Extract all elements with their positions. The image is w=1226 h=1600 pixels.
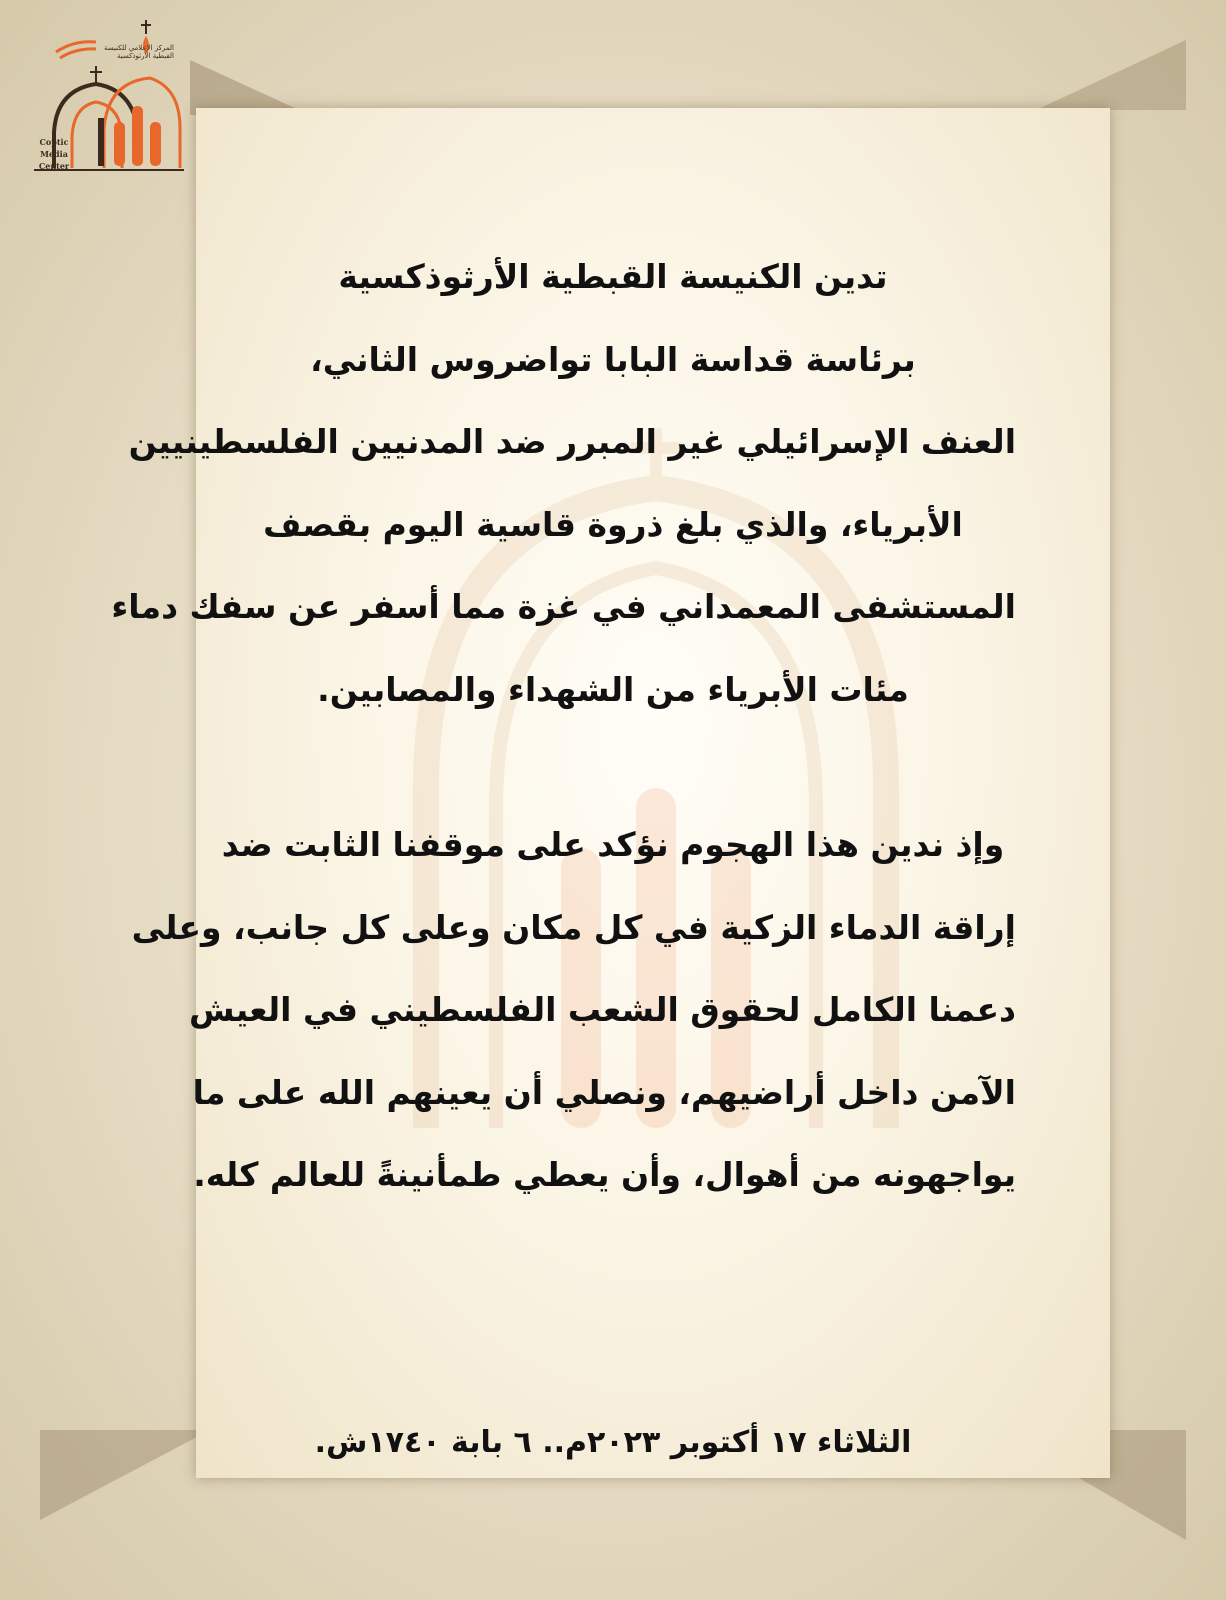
statement-paragraph-1 — [111, 236, 1016, 731]
statement-paragraph-2 — [131, 804, 1016, 1217]
coptic-media-center-logo — [34, 18, 184, 178]
logo-english-line: Media — [40, 149, 68, 159]
logo-english-text — [36, 136, 72, 172]
statement-line: المستشفى المعمداني في غزة مما أسفر عن سفك دماء — [111, 587, 1016, 626]
logo-english-line: Center — [38, 161, 70, 171]
corner-shadow-top-right — [1036, 40, 1186, 110]
statement-line: دعمنا الكامل لحقوق الشعب الفلسطيني في العيش — [189, 990, 1016, 1029]
statement-line: برئاسة قداسة البابا تواضروس الثاني، — [310, 339, 916, 379]
statement-line: العنف الإسرائيلي غير المبرر ضد المدنيين الفلسطينيين — [128, 422, 1016, 461]
statement-line: إراقة الدماء الزكية في كل مكان وعلى كل جانب، وعلى — [131, 907, 1016, 947]
statement-line: تدين الكنيسة القبطية الأرثوذكسية — [338, 257, 888, 296]
statement-line: وإذ ندين هذا الهجوم نؤكد على موقفنا الثابت ضد — [221, 825, 1005, 864]
corner-shadow-top-left — [190, 60, 310, 115]
logo-arabic-text: المركز الإعلامي للكنيسة القبطية الأرثوذكسية — [103, 44, 174, 60]
statement-line: الأبرياء، والذي بلغ ذروة قاسية اليوم بقصف — [263, 504, 963, 544]
statement-line: يواجهونه من أهوال، وأن يعطي طمأنينةً للعالم كله. — [193, 1155, 1016, 1194]
statement-line: مئات الأبرياء من الشهداء والمصابين. — [317, 669, 909, 709]
statement-date: الثلاثاء ١٧ أكتوبر ٢٠٢٣م.. ٦ بابة ١٧٤٠ش. — [314, 1425, 912, 1460]
statement-line: الآمن داخل أراضيهم، ونصلي أن يعينهم الله على ما — [192, 1072, 1016, 1112]
logo-english-line: Coptic — [39, 137, 69, 147]
corner-shadow-bottom-left — [40, 1430, 210, 1520]
